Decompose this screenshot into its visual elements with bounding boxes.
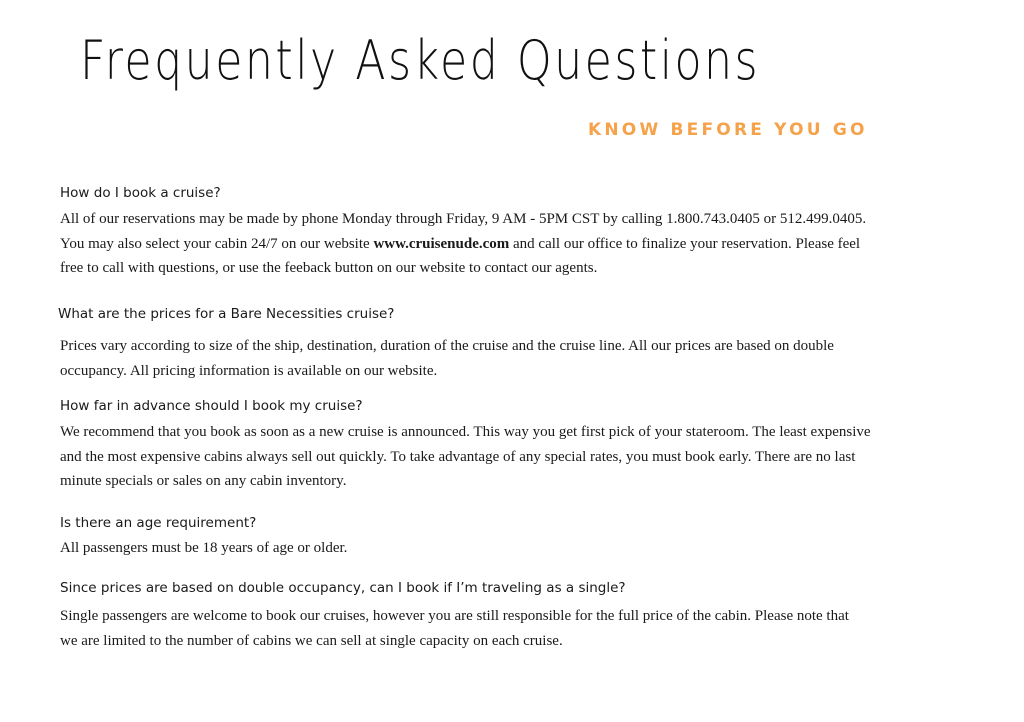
faq-answer-line (60, 232, 980, 257)
faq-answer-text: and call our office to finalize your reservation. Please feel (509, 235, 861, 252)
faq-answer-line: All passengers must be 18 years of age or older. (60, 540, 348, 556)
faq-item-age (60, 513, 980, 561)
faq-item-advance (60, 396, 980, 494)
faq-answer-line: minute specials or sales on any cabin inventory. (60, 473, 347, 489)
faq-answer-line: occupancy. All pricing information is available on our website. (60, 362, 438, 379)
website-link[interactable]: www.cruisenude.com (373, 235, 510, 252)
faq-answer-line: free to call with questions, or use the feeback button on our website to contact our agents. (60, 260, 598, 276)
faq-question: Is there an age requirement? (60, 515, 257, 531)
faq-answer-line: and the most expensive cabins always sell out quickly. To take advantage of any special rates, you must book early. There are no last (60, 448, 856, 465)
faq-question: What are the prices for a Bare Necessities cruise? (58, 306, 395, 322)
faq-question: Since prices are based on double occupancy, can I book if I’m traveling as a single? (60, 580, 626, 596)
faq-answer-text: You may also select your cabin 24/7 on our website (60, 235, 374, 252)
faq-item-prices (58, 304, 978, 383)
faq-item-booking (60, 183, 980, 281)
faq-item-single (60, 578, 980, 653)
faq-answer-line: we are limited to the number of cabins we can sell at single capacity on each cruise. (60, 632, 563, 649)
faq-answer-line: We recommend that you book as soon as a new cruise is announced. This way you get first pick of your stateroom. The least expensive (60, 424, 871, 440)
page-title: Frequently Asked Questions (80, 29, 761, 92)
faq-question: How far in advance should I book my cruise? (60, 398, 363, 414)
faq-answer-line: Single passengers are welcome to book our cruises, however you are still responsible for the full price of the cabin. Please note that (60, 608, 849, 624)
tagline: KNOW BEFORE YOU GO (588, 120, 868, 140)
faq-answer-line: All of our reservations may be made by phone Monday through Friday, 9 AM - 5PM CST by calling 1.800.743.0405 or 512.499.0405. (60, 211, 867, 227)
faq-answer-line: Prices vary according to size of the ship, destination, duration of the cruise and the cruise line. All our prices are based on double (60, 338, 834, 354)
faq-question: How do I book a cruise? (60, 185, 221, 201)
